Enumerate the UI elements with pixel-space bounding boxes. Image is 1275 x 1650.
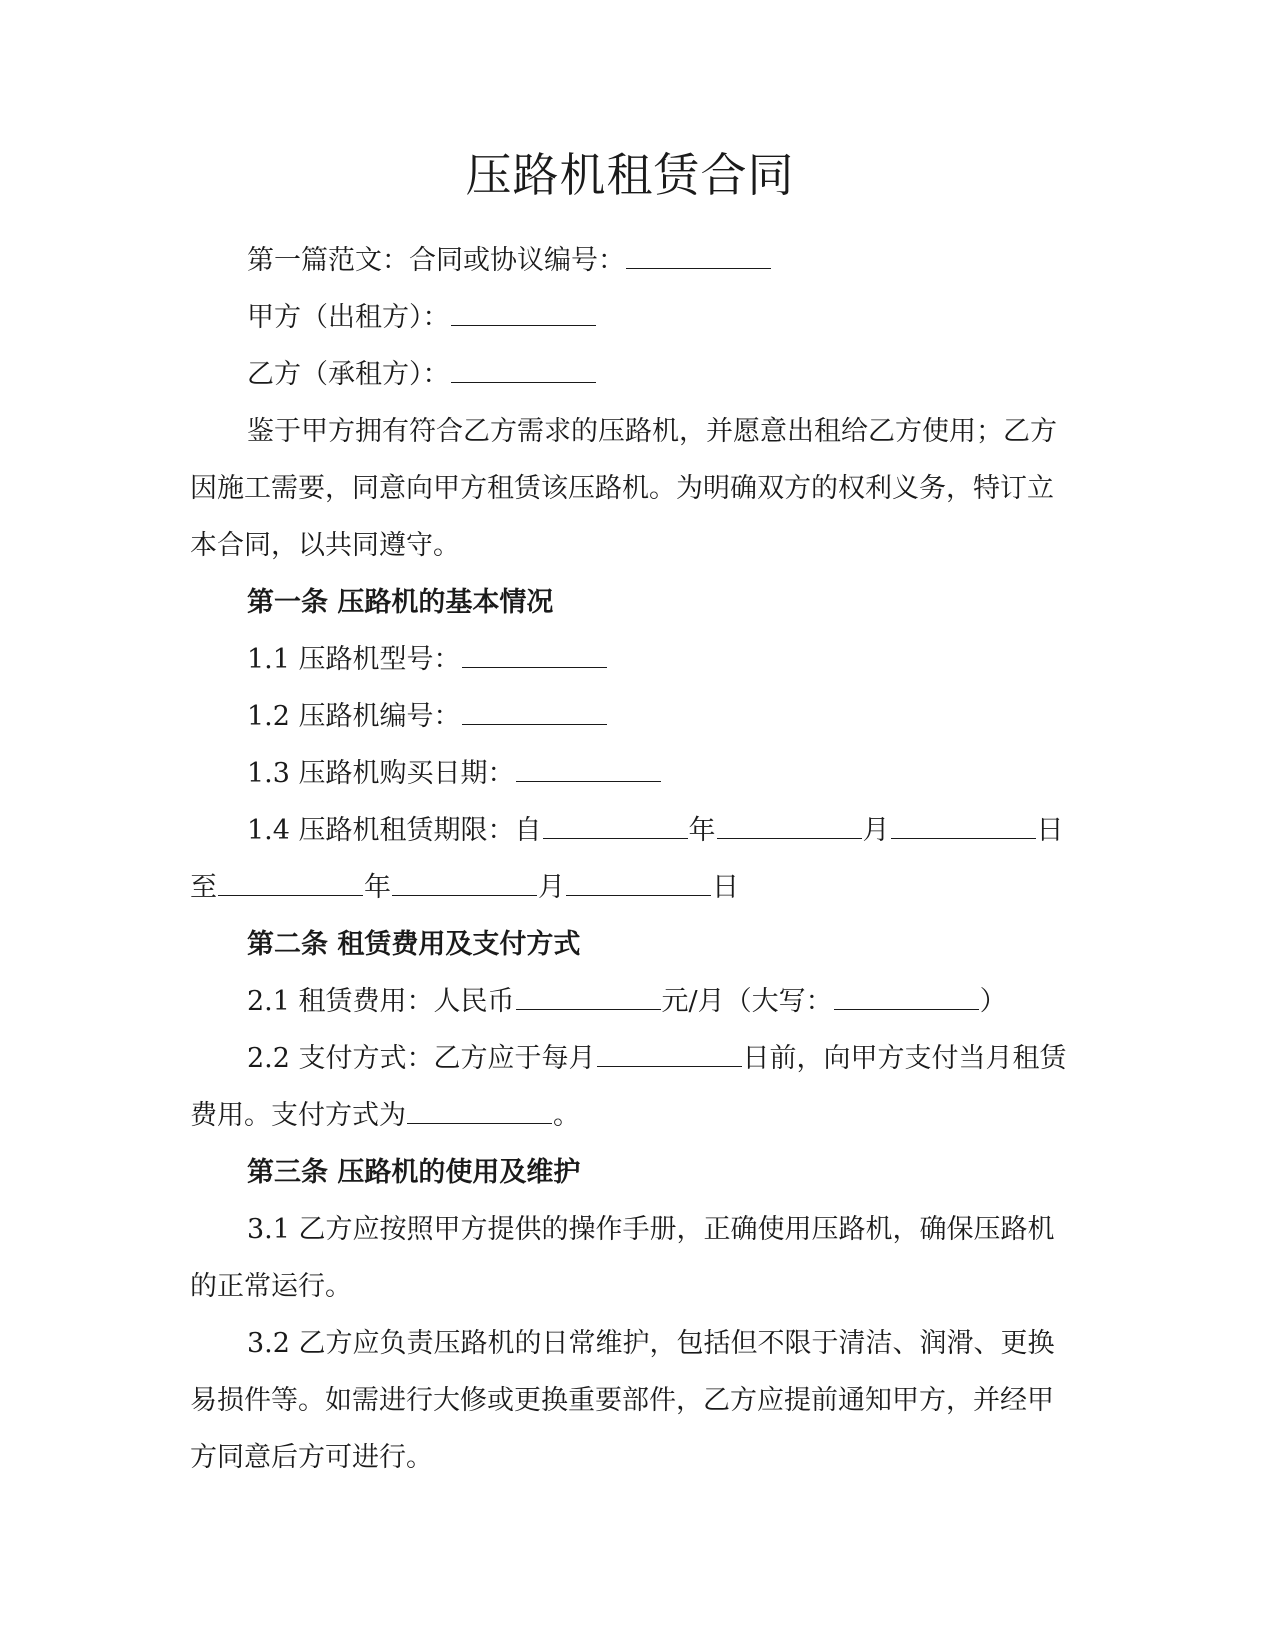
item2-2-suffix: 。	[553, 1100, 580, 1131]
party-b-blank	[451, 356, 596, 383]
item1-3-label: 1.3 压路机购买日期：	[247, 758, 515, 789]
end-year-blank	[218, 869, 363, 896]
article1-item1	[190, 631, 1070, 688]
end-day-blank	[566, 869, 711, 896]
month-label: 月	[862, 815, 890, 846]
item1-2-label: 1.2 压路机编号：	[247, 701, 461, 732]
item2-1-mid: 元/月（大写：	[661, 986, 833, 1017]
article1-item2	[190, 688, 1070, 745]
serial-number-blank	[462, 698, 607, 725]
party-a-line	[190, 289, 1070, 346]
item1-1-label: 1.1 压路机型号：	[247, 644, 461, 675]
start-month-blank	[717, 812, 862, 839]
item2-2-mid: 日前，向甲方支付当月租赁费用。支付方式为	[190, 1043, 1067, 1131]
year-label: 年	[364, 872, 391, 903]
item2-2-prefix: 2.2 支付方式：乙方应于每月	[247, 1043, 596, 1074]
contract-number-line	[190, 232, 1070, 289]
month-label: 月	[538, 872, 565, 903]
item1-4-prefix: 1.4 压路机租赁期限：自	[247, 815, 542, 846]
article1-item3	[190, 745, 1070, 802]
item2-1-suffix: ）	[979, 986, 1007, 1017]
day-label: 日	[712, 872, 739, 903]
end-month-blank	[392, 869, 537, 896]
payment-day-blank	[597, 1040, 742, 1067]
article3-item1: 3.1 乙方应按照甲方提供的操作手册，正确使用压路机，确保压路机的正常运行。	[190, 1214, 1055, 1302]
contract-number-label: 第一篇范文：合同或协议编号：	[247, 245, 625, 276]
article3-item2: 3.2 乙方应负责压路机的日常维护，包括但不限于清洁、润滑、更换易损件等。如需进行大修或更换重要部件，乙方应提前通知甲方，并经甲方同意后方可进行。	[190, 1328, 1055, 1473]
purchase-date-blank	[516, 755, 661, 782]
article2-heading: 第二条 租赁费用及支付方式	[247, 929, 581, 960]
party-b-label: 乙方（承租方）：	[247, 359, 450, 390]
document-page	[190, 140, 1070, 1486]
document-title: 压路机租赁合同	[465, 148, 795, 202]
year-label: 年	[688, 815, 716, 846]
rent-amount-words-blank	[834, 983, 979, 1010]
article2-item1	[190, 973, 1070, 1030]
article1-heading: 第一条 压路机的基本情况	[247, 587, 554, 618]
item2-1-prefix: 2.1 租赁费用：人民币	[247, 986, 515, 1017]
article1-item4	[190, 802, 1070, 916]
party-a-label: 甲方（出租方）：	[247, 302, 450, 333]
article2-item2	[190, 1030, 1070, 1144]
party-a-blank	[451, 299, 596, 326]
article3-heading: 第三条 压路机的使用及维护	[247, 1157, 581, 1188]
payment-method-blank	[407, 1097, 552, 1124]
model-blank	[462, 641, 607, 668]
start-day-blank	[891, 812, 1036, 839]
party-b-line	[190, 346, 1070, 403]
start-year-blank	[543, 812, 688, 839]
day-to-label: 日至	[190, 815, 1064, 903]
preamble-paragraph: 鉴于甲方拥有符合乙方需求的压路机，并愿意出租给乙方使用；乙方因施工需要，同意向甲方租赁该压路机。为明确双方的权利义务，特订立本合同，以共同遵守。	[190, 416, 1057, 561]
rent-amount-blank	[516, 983, 661, 1010]
contract-number-blank	[626, 242, 771, 269]
